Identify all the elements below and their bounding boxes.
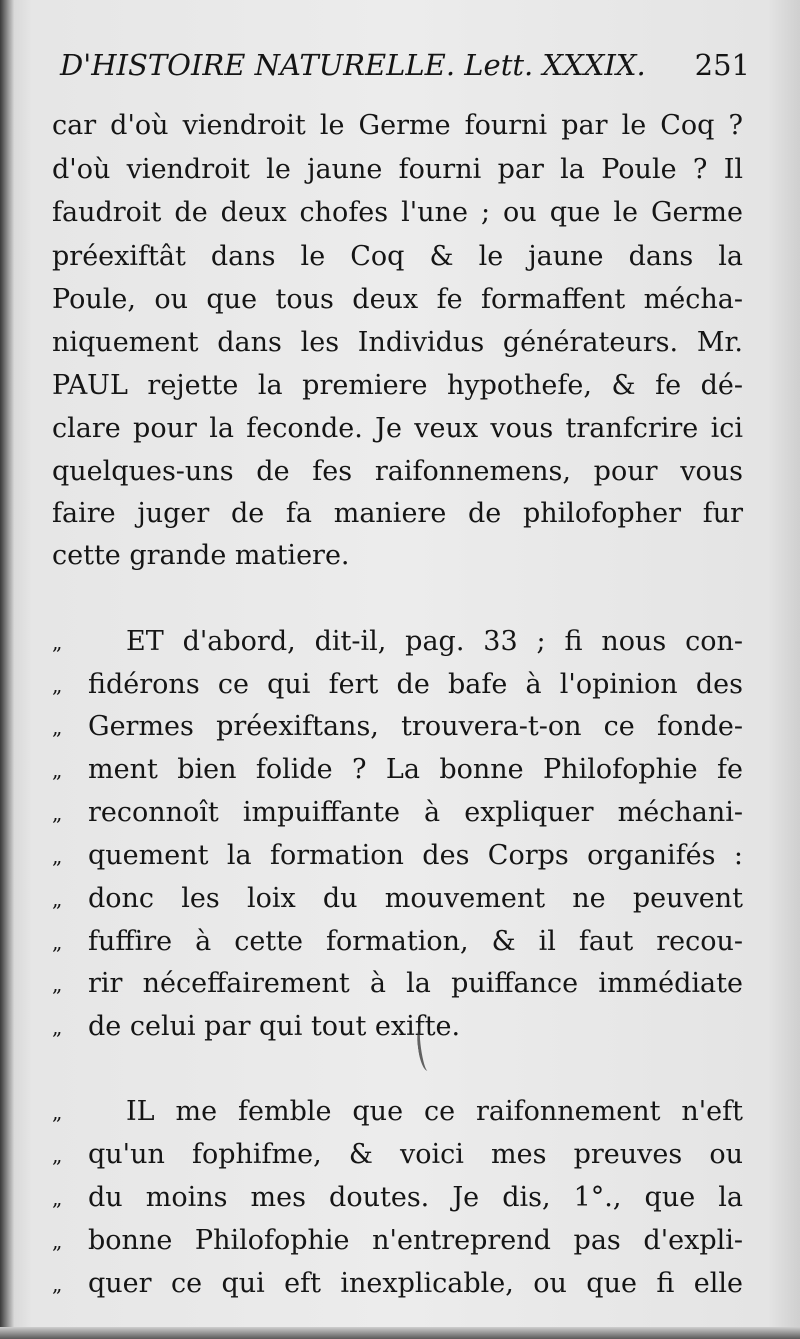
quote-mark: „ [52,887,63,911]
quoted-text: Germes préexiftans, trouvera-t-on ce fonde- [88,711,743,742]
quote-mark: „ [52,1100,63,1124]
quote-mark: „ [52,844,63,868]
quoted-line [52,1007,743,1047]
page-edge-shadow [0,0,14,1339]
quote-mark: „ [52,1186,63,1210]
quote-mark: „ [52,1015,63,1039]
quote-mark: „ [52,930,63,954]
text-line: clare pour la feconde. Je veux vous tranfcrire ici [52,413,743,444]
text-line: préexiftât dans le Coq & le jaune dans la [52,241,743,272]
quote-mark: „ [52,630,63,654]
quoted-text: fidérons ce qui fert de bafe à l'opinion des [88,669,743,700]
quoted-text: fuffire à cette formation, & il faut recou- [88,926,743,957]
quoted-line [52,964,743,1004]
quote-mark: „ [52,673,63,697]
quoted-line [52,836,743,876]
text-line: quelques-uns de fes raifonnemens, pour vous [52,456,743,487]
quoted-line [52,879,743,919]
quoted-line [52,1178,743,1218]
text-line: PAUL rejette la premiere hypothefe, & fe dé- [52,370,743,401]
quoted-line [52,1221,743,1261]
text-line: d'où viendroit le jaune fourni par la Poule ? Il [52,154,743,185]
running-title: D'HISTOIRE NATURELLE. Lett. XXXIX. [60,48,646,82]
quoted-line [52,1092,743,1132]
quoted-text: qu'un fophifme, & voici mes preuves ou [88,1139,743,1170]
quote-mark: „ [52,715,63,739]
quote-mark: „ [52,1229,63,1253]
quoted-line [52,707,743,747]
page-number: 251 [694,48,750,82]
quoted-line [52,665,743,705]
page-bottom-edge [0,1327,800,1339]
quote-mark: „ [52,801,63,825]
text-line: faudroit de deux chofes l'une ; ou que le Germe [52,197,743,228]
quoted-line [52,793,743,833]
text-line: cette grande matiere. [52,540,350,571]
quoted-text: de celui par qui tout exifte. [88,1011,461,1042]
quoted-line [52,922,743,962]
quoted-text: quement la formation des Corps organifés : [88,840,743,871]
quoted-text: reconnoît impuiffante à expliquer méchani- [88,797,743,828]
quoted-text: bonne Philofophie n'entreprend pas d'expli- [88,1225,743,1256]
quote-mark: „ [52,758,63,782]
quote-mark: „ [52,1272,63,1296]
quoted-line [52,750,743,790]
quoted-text: IL me femble que ce raifonnement n'eft [126,1096,743,1127]
text-line: faire juger de fa maniere de philofopher fur [52,498,743,529]
quoted-line [52,622,743,662]
running-header [60,48,750,98]
quoted-text: ment bien folide ? La bonne Philofophie fe [88,754,743,785]
quoted-text: rir néceffairement à la puiffance immédiate [88,968,743,999]
text-line: niquement dans les Individus générateurs. Mr. [52,327,743,358]
quoted-text: ET d'abord, dit-il, pag. 33 ; fi nous con- [126,626,743,657]
quoted-line [52,1264,743,1304]
quoted-text: du moins mes doutes. Je dis, 1°., que la [88,1182,743,1213]
quoted-text: quer ce qui eft inexplicable, ou que fi elle [88,1268,743,1299]
quote-mark: „ [52,972,63,996]
text-line: car d'où viendroit le Germe fourni par le Coq ? [52,110,743,141]
quoted-text: donc les loix du mouvement ne peuvent [88,883,743,914]
text-line: Poule, ou que tous deux fe formaffent mécha- [52,284,743,315]
quoted-line [52,1135,743,1175]
quote-mark: „ [52,1143,63,1167]
